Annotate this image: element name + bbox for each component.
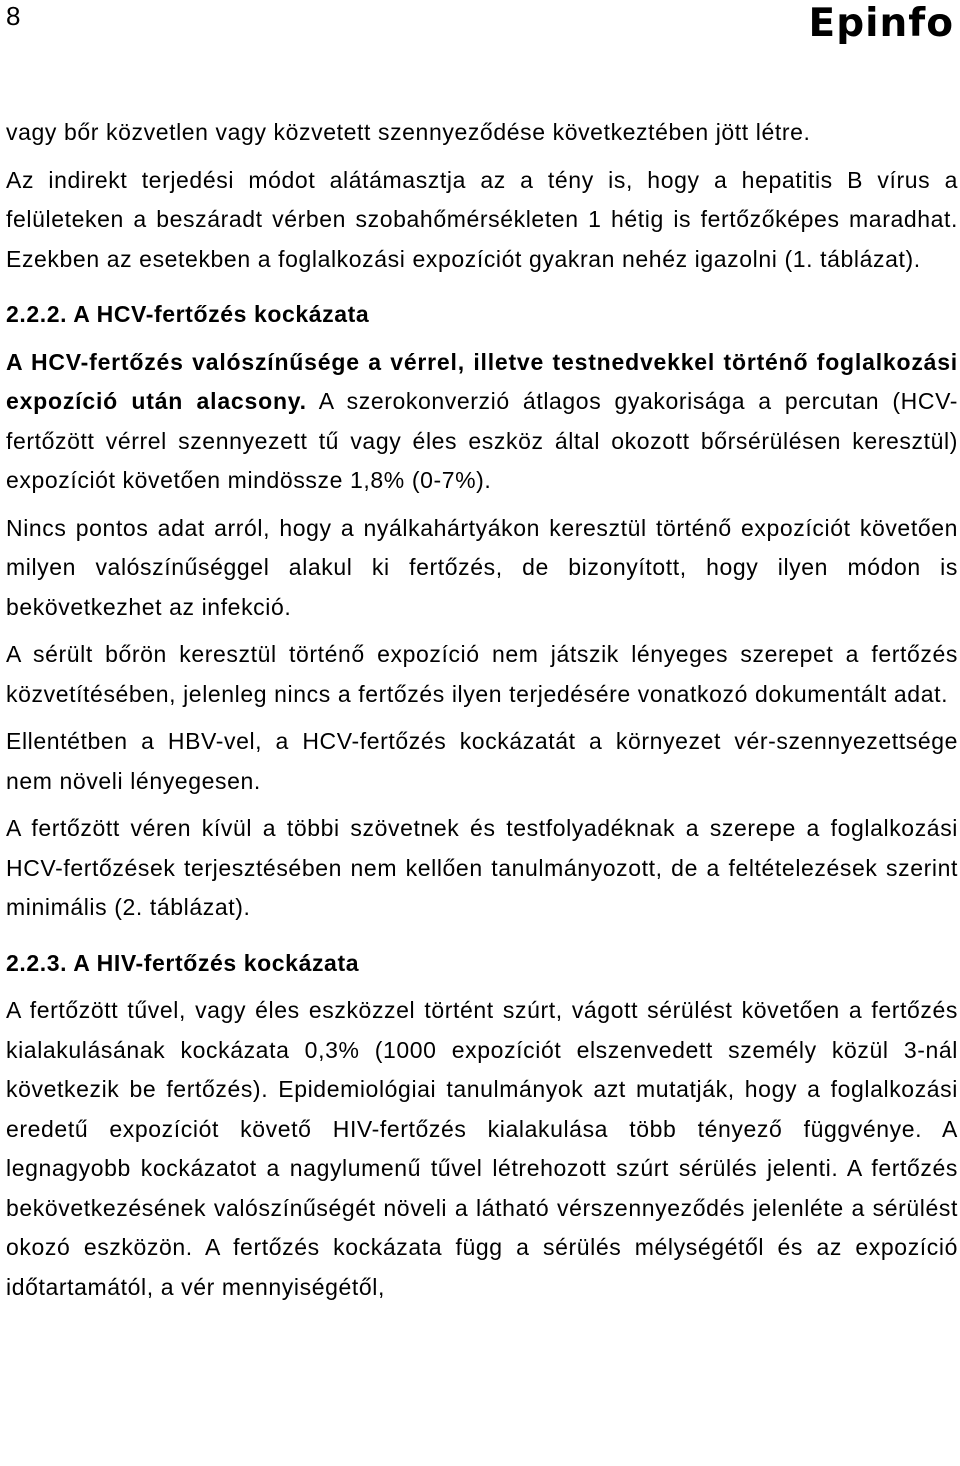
heading-hiv-risk: 2.2.3. A HIV-fertőzés kockázata	[6, 949, 360, 976]
paragraph-hbv-contrast: Ellentétben a HBV-vel, a HCV-fertőzés kockázatát a környezet vér-szennyezettsége nem növeli lényegesen.	[6, 728, 958, 794]
page-number: 8	[6, 1, 21, 31]
paragraph-other-fluids: A fertőzött véren kívül a többi szövetnek és testfolyadéknak a szerepe a foglalkozási HCV-fertőzések terjesztésében nem kellően tanulmányozott, de a feltételezések szerint minimális (2. táblázat).	[6, 815, 958, 920]
paragraph-mucosa: Nincs pontos adat arról, hogy a nyálkahártyákon keresztül történő expozíciót követően milyen valószínűséggel alakul ki fertőzés, de bizonyított, hogy ilyen módon is bekövetkezhet az infekció.	[6, 514, 958, 620]
paragraph-continuation: vagy bőr közvetlen vagy közvetett szennyeződése következtében jött létre.	[6, 119, 811, 145]
paragraph-hiv-needle: A fertőzött tűvel, vagy éles eszközzel történt szúrt, vágott sérülést követően a fertőzés kialakulásának kockázata 0,3% (1000 expozíciót elszenvedett személy közül 3-nál következik be fertőzés). Epidemiológiai tanulmányok azt mutatják, hogy a foglalkozási eredetű expozíciót követő HIV-fertőzés kialakulása több tényező függvénye. A legnagyobb kockázatot a nagylumenű tűvel létrehozott szúrt sérülés jelenti. A fertőzés bekövetkezésének valószínűségét növeli a látható vérszennyeződés jelenléte a sérülést okozó eszközön. A fertőzés kockázata függ a sérülés mélységétől és az expozíció időtartamától, a vér mennyiségétől,	[6, 997, 958, 1300]
heading-hcv-risk: 2.2.2. A HCV-fertőzés kockázata	[6, 301, 370, 327]
paragraph-hcv-probability-lead: A HCV-fertőzés valószínűsége a vérrel, illetve testnedvekkel történő foglalkozási expozíció után alacsony.	[6, 348, 958, 414]
paragraph-indirect-transmission: Az indirekt terjedési módot alátámasztja az a tény is, hogy a hepatitis B vírus a felületeken a beszáradt vérben szobahőmérsékleten 1 hétig is fertőzőképes maradhat. Ezekben az esetekben a foglalkozási expozíciót gyakran nehéz igazolni (1. táblázat).	[6, 166, 958, 272]
paragraph-damaged-skin: A sérült bőrön keresztül történő expozíció nem játszik lényeges szerepet a fertőzés közvetítésében, jelenleg nincs a fertőzés ilyen terjedésére vonatkozó dokumentált adat.	[6, 641, 958, 707]
paragraph-hcv-probability-rest: A szerokonverzió átlagos gyakorisága a percutan (HCV-fertőzött vérrel szennyezett tű vagy éles eszköz által okozott bőrsérülésen keresztül) expozíciót követően mindössze 1,8% (0-7%).	[6, 388, 958, 493]
document-body	[6, 113, 958, 1307]
epinfo-logo: Epinfo	[808, 1, 954, 46]
paragraph-hcv-probability	[6, 343, 958, 501]
